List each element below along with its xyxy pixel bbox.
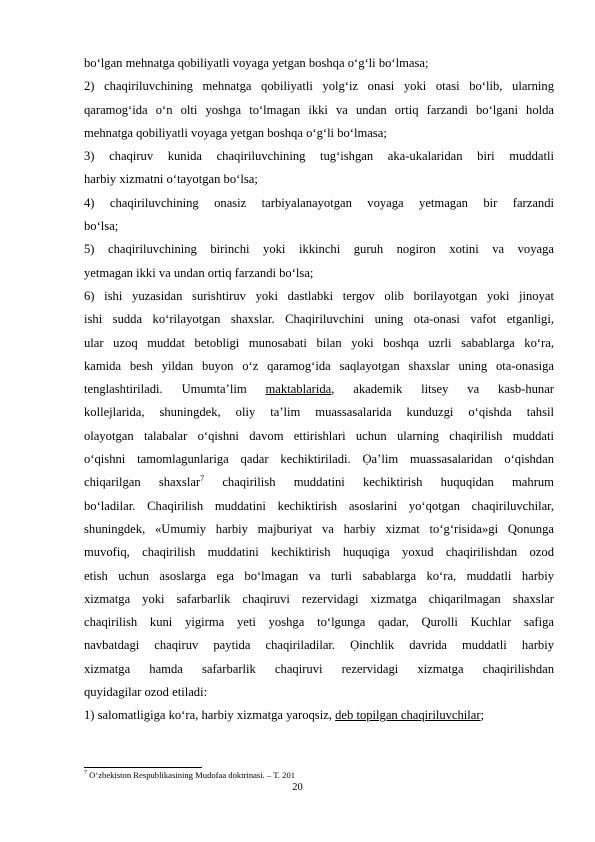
footnote-mark: 7	[84, 770, 87, 777]
paragraph-exemption-1: 1) salomatligiga ko‘ra, harbiy xizmatga yaroqsiz, deb topilgan chaqiriluvchilar;	[84, 708, 485, 723]
maktablarida-link[interactable]: maktablarida	[265, 382, 332, 397]
footnote-reference[interactable]: 7	[200, 474, 205, 484]
footnote-text: O‘zbekiston Respublikasining Mudofaa doktrinasi. – T. 201	[87, 770, 296, 780]
paragraph-continuation: bo‘lgan mehnatga qobiliyatli voyaga yetgan boshqa o‘g‘li bo‘lmasa;	[84, 56, 429, 70]
paragraph-item-3: 3) chaqiruv kunida chaqiriluvchining tug‘ishgan aka-ukalaridan biri muddatli harbiy xizmatni o‘tayotgan bo‘lsa;	[84, 149, 554, 187]
footnote	[84, 770, 295, 781]
chaqiriluvchilar-link[interactable]: deb topilgan chaqiriluvchilar	[335, 708, 481, 723]
line-with-footnote-ref: chiqarilgan shaxslar$^7$ chaqirilish muddatini kechiktirish huquqidan mahrum	[84, 474, 554, 490]
paragraph-item-2: 2) chaqiriluvchining mehnatga qobiliyatli yolg‘iz onasi yoki otasi bo‘lib, ularning qaramog‘ida o‘n olti yoshga to‘lmagan ikki va undan ortiq farzandi bo‘lgani holda mehnatga qobiliyatli voyaga yetgan boshqa o‘g‘li bo‘lmasa;	[84, 79, 554, 140]
body-text	[84, 52, 554, 728]
paragraph-item-6: 6) ishi yuzasidan surishtiruv yoki dastlabki tergov olib borilayotgan yoki jinoyat ishi sudda ko‘rilayotgan shaxslar. Chaqiriluvchini uning ota-onasi vafot etganligi, ular uzoq muddat betobligi munosabati bilan yoki boshqa uzrli sabablarga ko‘ra, kamida besh yildan buyon o‘z qaramog‘ida saqlayotgan shaxslar uning ota-onasiga tenglashtiriladi. Umumta’lim maktablarida, akademik litsey va kasb-hunar kollejlarida, shuningdek, oliy ta’lim muassasalarida kunduzgi o‘qishda tahsil olayotgan talabalar o‘qishni davom ettirishlari uchun ularning chaqirilish muddati o‘qishni tamomlagunlariga qadar kechiktiriladi. Ọa’lim muassasalaridan o‘qishdan chiqarilgan shaxslar$^7$ chaqirilish muddatini kechiktirish huquqidan mahrum bo‘ladilar. Chaqirilish muddatini kechiktirish asoslarini yo‘qotgan chaqiriluvchilar, shuningdek, «Umumiy harbiy majburiyat va harbiy xizmat to‘g‘risida»gi Qonunga muvofiq, chaqirilish muddatini kechiktirish huquqiga yoxud chaqirilishdan ozod etish uchun asoslarga ega bo‘lmagan va turli sabablarga ko‘ra, muddatli harbiy xizmatga yoki safarbarlik chaqiruvi rezervidagi xizmatga chiqarilmagan shaxslar chaqirilish kuni yigirma yeti yoshga to‘lgunga qadar, Qurolli Kuchlar safiga navbatdagi chaqiruv paytida chaqiriladilar. Ọinchlik davrida muddatli harbiy xizmatga hamda safarbarlik chaqiruvi rezervidagi xizmatga chaqirilishdan quyidagilar ozod etiladi:	[84, 288, 554, 700]
footnote-separator	[84, 767, 202, 768]
line-with-link: tenglashtiriladi. Umumta’lim maktablarida, akademik litsey va kasb-hunar	[84, 382, 554, 397]
paragraph-item-4: 4) chaqiriluvchining onasiz tarbiyalanayotgan voyaga yetmagan bir farzandi bo‘lsa;	[84, 195, 554, 234]
page-number: 20	[292, 782, 303, 793]
paragraph-item-5: 5) chaqiriluvchining birinchi yoki ikkinchi guruh nogiron xotini va voyaga yetmagan ikki va undan ortiq farzandi bo‘lsa;	[84, 242, 554, 280]
